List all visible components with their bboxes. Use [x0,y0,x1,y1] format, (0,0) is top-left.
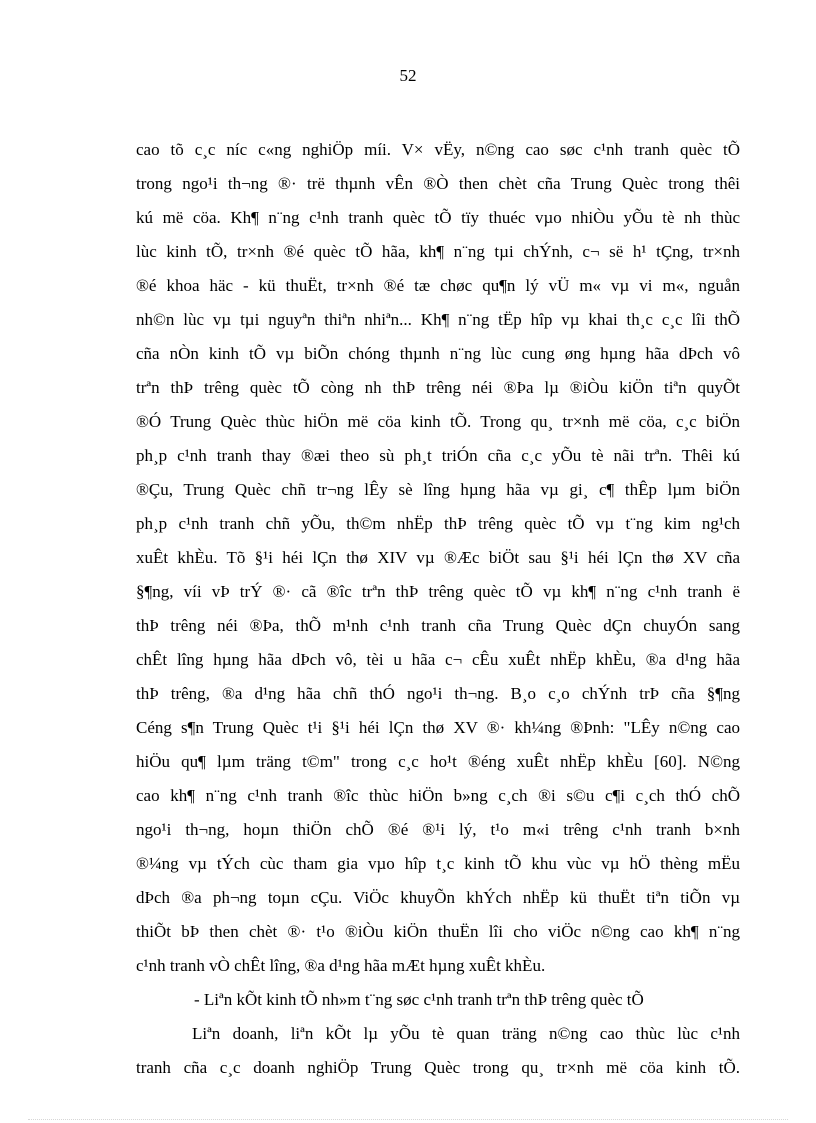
text-line: lùc kinh tÕ, tr×nh ®é quèc tÕ hãa, kh¶ n¨ng tµi chÝnh, c¬ së h¹ tÇng, tr×nh [136,242,740,261]
text-line: dÞch ®a ph¬ng toµn cÇu. ViÖc khuyÕn khÝch nhËp kü thuËt tiªn tiÕn vµ [136,888,740,907]
text-line: §¶ng, víi vÞ trÝ ®· cã ®îc trªn thÞ trêng quèc tÕ vµ kh¶ n¨ng c¹nh tranh ë [136,582,740,601]
text-line: ®é khoa häc - kü thuËt, tr×nh ®é tæ chøc qu¶n lý vÜ m« vµ vi m«, nguån [136,276,740,295]
paragraph-1 [136,133,740,983]
text-line: ®¼ng vµ tÝch cùc tham gia vµo hîp t¸c kinh tÕ khu vùc vµ hÖ thèng mËu [136,854,740,873]
text-line: thÞ trêng, ®a d¹ng hãa chñ thÓ ngo¹i th¬ng. B¸o c¸o chÝnh trÞ cña §¶ng [136,684,740,703]
text-line: kú më cöa. Kh¶ n¨ng c¹nh tranh quèc tÕ tïy thuéc vµo nhiÒu yÕu tè nh thùc [136,208,740,227]
text-line: Liªn doanh, liªn kÕt lµ yÕu tè quan träng n©ng cao thùc lùc c¹nh [192,1024,740,1043]
text-line: ®Ó Trung Quèc thùc hiÖn më cöa kinh tÕ. Trong qu¸ tr×nh më cöa, c¸c biÖn [136,412,740,431]
text-line: thiÕt bÞ then chèt ®· t¹o ®iÒu kiÖn thuËn lîi cho viÖc n©ng cao kh¶ n¨ng [136,922,740,941]
text-line: thÞ trêng néi ®Þa, thÕ m¹nh c¹nh tranh cña Trung Quèc dÇn chuyÓn sang [136,616,740,635]
text-line: chÊt lîng hµng hãa dÞch vô, tèi u hãa c¬ cÊu xuÊt nhËp khÈu, ®a d¹ng hãa [136,650,740,669]
text-line: ph¸p c¹nh tranh chñ yÕu, th©m nhËp thÞ trêng quèc tÕ vµ t¨ng kim ng¹ch [136,514,740,533]
text-line: xuÊt khÈu. Tõ §¹i héi lÇn thø XIV vµ ®Æc biÖt sau §¹i héi lÇn thø XV cña [136,548,740,567]
text-line: tranh cña c¸c doanh nghiÖp Trung Quèc trong qu¸ tr×nh më cöa kinh tÕ. [136,1058,740,1077]
text-line: ngo¹i th¬ng, hoµn thiÖn chÕ ®é ®¹i lý, t¹o m«i trêng c¹nh tranh b×nh [136,820,740,839]
text-line: cña nÒn kinh tÕ vµ biÕn chóng thµnh n¨ng lùc cung øng hµng hãa dÞch vô [136,344,740,363]
text-line: trªn thÞ trêng quèc tÕ còng nh thÞ trêng néi ®Þa lµ ®iÒu kiÖn tiªn quyÕt [136,378,740,397]
paragraph-2 [136,1017,740,1085]
text-line: trong ngo¹i th¬ng ®· trë thµnh vÊn ®Ò then chèt cña Trung Quèc trong thêi [136,174,740,193]
page-body [136,133,740,1085]
text-line: ph¸p c¹nh tranh thay ®æi theo sù ph¸t triÓn cña c¸c yÕu tè nãi trªn. Thêi kú [136,446,740,465]
text-line: Céng s¶n Trung Quèc t¹i §¹i héi lÇn thø XV ®· kh¼ng ®Þnh: "LÊy n©ng cao [136,718,740,737]
text-line: ®Çu, Trung Quèc chñ tr¬ng lÊy sè lîng hµng hãa vµ gi¸ c¶ thÊp lµm biÖn [136,480,740,499]
text-line: cao tõ c¸c níc c«ng nghiÖp míi. V× vËy, n©ng cao søc c¹nh tranh quèc tÕ [136,140,740,159]
section-heading: - Liªn kÕt kinh tÕ nh»m t¨ng søc c¹nh tranh trªn thÞ trêng quèc tÕ [194,990,644,1009]
text-line: c¹nh tranh vÒ chÊt lîng, ®a d¹ng hãa mÆt hµng xuÊt khÈu. [136,956,546,975]
page-number: 52 [399,66,417,85]
page-bottom-rule [28,1119,788,1120]
text-line: cao kh¶ n¨ng c¹nh tranh ®îc thùc hiÖn b»ng c¸ch ®i s©u c¶i c¸ch thÓ chÕ [136,786,740,805]
text-line: hiÖu qu¶ lµm träng t©m" trong c¸c ho¹t ®éng xuÊt nhËp khÈu [60]. N©ng [136,752,740,771]
text-line: nh©n lùc vµ tµi nguyªn thiªn nhiªn... Kh¶ n¨ng tËp hîp vµ khai th¸c c¸c lîi thÕ [136,310,740,329]
